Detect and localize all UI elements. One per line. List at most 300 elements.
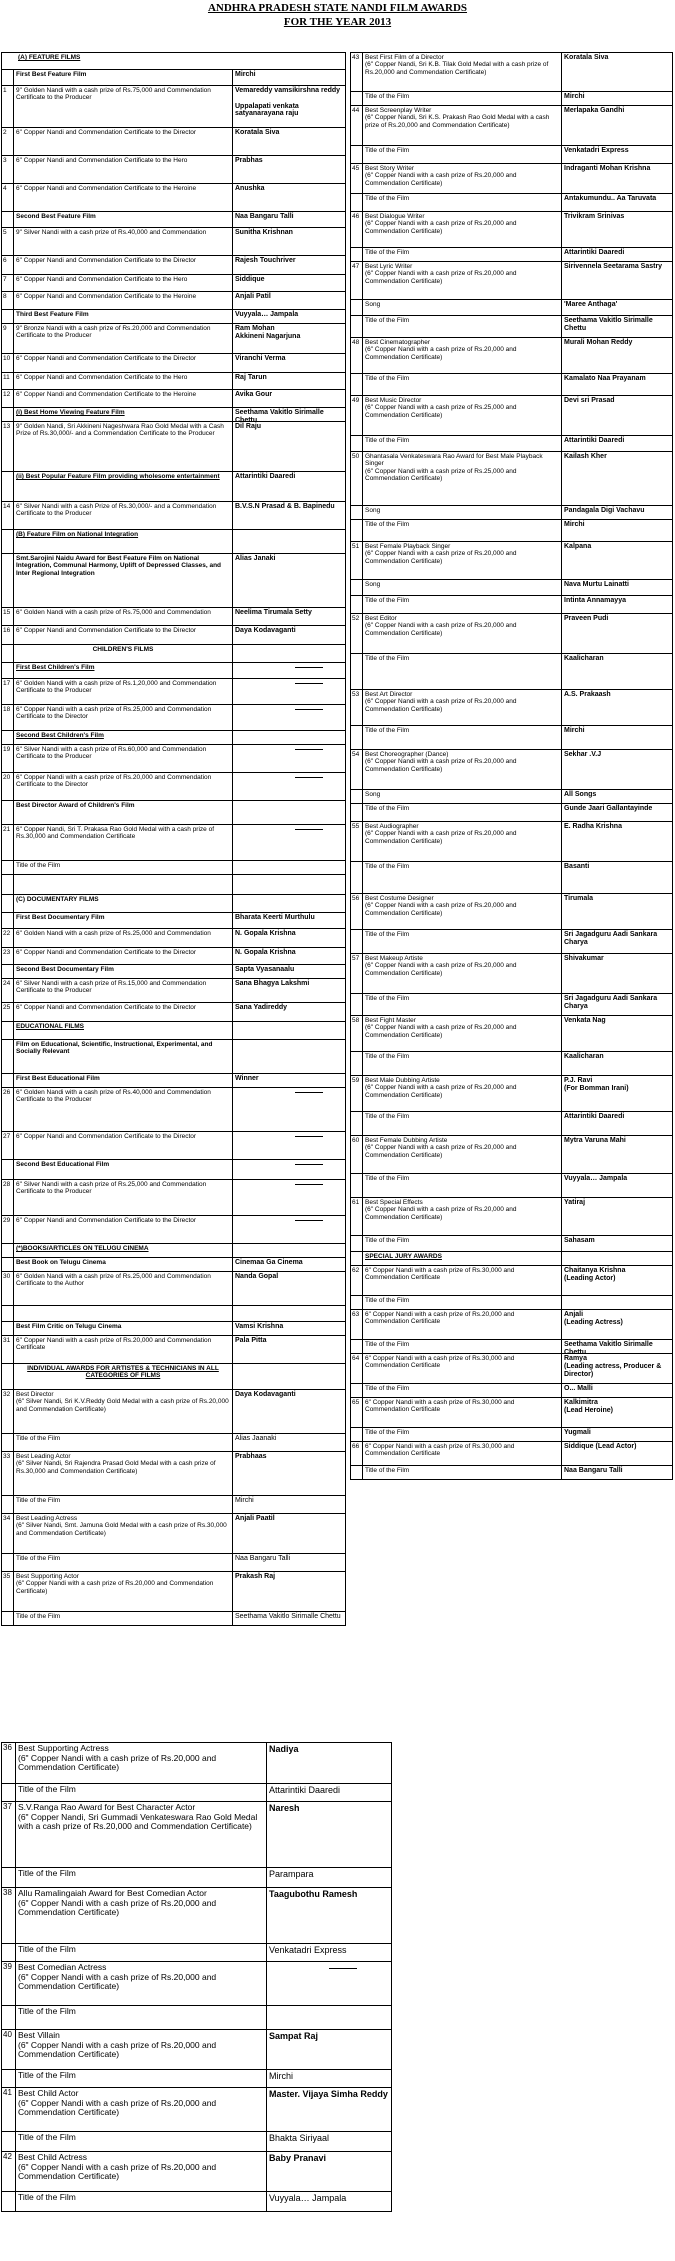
award-description: Song [363, 580, 562, 595]
blank-line [295, 683, 323, 684]
award-winner: Trivikram Srinivas [564, 213, 625, 220]
award-number: 59 [351, 1076, 363, 1111]
award-number: 35 [2, 1572, 14, 1611]
award-winner: Attarintiki Daaredi [564, 249, 625, 256]
award-winner: Mirchi [269, 2071, 293, 2081]
award-row [350, 316, 673, 338]
award-row [350, 1266, 673, 1296]
award-row [350, 1466, 673, 1480]
award-description: 6" Copper Nandi and Commendation Certificate to the Hero [14, 275, 233, 291]
award-winner: Sana Yadireddy [235, 1004, 288, 1011]
award-description: Song [363, 300, 562, 315]
award-number [351, 506, 363, 519]
award-row [1, 1272, 346, 1306]
award-row [1, 1452, 346, 1496]
award-winner: Winner [235, 1075, 259, 1082]
award-winner: E. Radha Krishna [564, 823, 622, 830]
award-description: Best Audiographer (6" Copper Nandi with a cash prize of Rs.20,000 and Commendation Certificate) [363, 822, 562, 861]
award-number: 6 [2, 256, 14, 274]
award-description: Title of the Film [363, 804, 562, 821]
award-description: 6" Copper Nandi and Commendation Certificate to the Heroine [14, 390, 233, 407]
award-winner: Ramya (Leading actress, Producer & Director) [564, 1355, 662, 1378]
award-row [1, 292, 346, 310]
award-number: 12 [2, 390, 14, 407]
award-row [350, 894, 673, 930]
award-number [351, 1174, 363, 1197]
award-description: Film on Educational, Scientific, Instructional, Experimental, and Socially Relevant [14, 1040, 233, 1073]
award-row [350, 338, 673, 374]
award-winner-blank [233, 745, 345, 772]
award-row [1, 1554, 346, 1572]
award-description: Third Best Feature Film [14, 310, 233, 323]
award-number [2, 70, 14, 85]
award-winner: Siddique [235, 276, 265, 283]
award-description: 6" Copper Nandi and Commendation Certificate to the Director [14, 626, 233, 644]
award-description: S.V.Ranga Rao Award for Best Character Actor (6" Copper Nandi, Sri Gummadi Venkateswara Rao Gold Medal with a cash prize of Rs.20,000 and Commendation Certificate) [16, 1802, 267, 1867]
award-number: 8 [2, 292, 14, 309]
award-row [350, 726, 673, 750]
blank-line [295, 777, 323, 778]
award-number [2, 1784, 16, 1801]
award-description: 6" Copper Nandi and Commendation Certificate to the Director [14, 1003, 233, 1021]
blank-line [295, 709, 323, 710]
award-description: Best Editor (6" Copper Nandi with a cash prize of Rs.20,000 and Commendation Certificate) [363, 614, 562, 653]
award-winner: Dil Raju [235, 423, 262, 430]
award-number [2, 472, 14, 501]
award-number: 14 [2, 502, 14, 529]
award-description: 6" Silver Nandi with a cash prize of Rs.60,000 and Commendation Certificate to the Producer [14, 745, 233, 772]
award-number: 29 [2, 1216, 14, 1243]
award-winner [233, 731, 345, 744]
award-row [1, 1180, 346, 1216]
award-row [350, 452, 673, 506]
award-description: Title of the Film [363, 374, 562, 395]
award-number: 64 [351, 1354, 363, 1383]
award-number: 4 [2, 184, 14, 211]
award-description: 6" Silver Nandi with a cash prize of Rs.25,000 and Commendation Certificate to the Producer [14, 1180, 233, 1215]
award-description: Title of the Film [363, 194, 562, 211]
award-winner-blank [267, 1962, 391, 2005]
left-awards-table-continued [1, 1742, 392, 2212]
award-number: 13 [2, 422, 14, 471]
award-winner: Alias Janaki [235, 555, 276, 562]
award-description: Second Best Feature Film [14, 212, 233, 227]
award-winner: Vuyyala… Jampala [235, 311, 299, 318]
award-row [1, 1784, 392, 1802]
award-number: 62 [351, 1266, 363, 1295]
award-description: (C) DOCUMENTARY FILMS [14, 895, 233, 912]
award-description: Allu Ramalingaiah Award for Best Comedian Actor (6" Copper Nandi with a cash prize of Rs.20,000 and Commendation Certificate) [16, 1888, 267, 1943]
award-row [1, 1572, 346, 1612]
award-description: 6" Copper Nandi and Commendation Certificate to the Director [14, 354, 233, 372]
award-description: 6" Copper Nandi and Commendation Certificate to the Director [14, 256, 233, 274]
award-number: 23 [2, 948, 14, 964]
award-number: 55 [351, 822, 363, 861]
award-row [1, 875, 346, 895]
award-description: Title of the Film [363, 596, 562, 613]
award-description: Best Director (6" Silver Nandi, Sri K.V.Reddy Gold Medal with a cash prize of Rs.20,000 and Commendation Certificate) [14, 1390, 233, 1433]
award-winner: Master. Vijaya Simha Reddy [269, 2089, 388, 2099]
award-description: 6" Copper Nandi and Commendation Certificate to the Director [14, 948, 233, 964]
award-description: Second Best Documentary Film [14, 965, 233, 978]
award-description: Second Best Children's Film [14, 731, 233, 744]
award-row [350, 750, 673, 790]
award-description: Best Makeup Artiste (6" Copper Nandi with a cash prize of Rs.20,000 and Commendation Certificate) [363, 954, 562, 993]
award-row [350, 1428, 673, 1442]
award-winner: All Songs [564, 791, 597, 798]
award-winner: Shivakumar [564, 955, 604, 962]
award-number: 47 [351, 262, 363, 299]
award-winner: Koratala Siva [564, 54, 609, 61]
award-winner: Vemareddy vamsikirshna reddy Uppalapati venkata satyanarayana raju [235, 87, 341, 118]
award-number [2, 2192, 16, 2211]
award-description: 6" Copper Nandi with a cash prize of Rs.20,000 and Commendation Certificate [363, 1310, 562, 1339]
award-description: Title of the Film [16, 1784, 267, 1801]
award-winner: Yugmali [564, 1429, 591, 1436]
award-description: Title of the Film [363, 654, 562, 689]
award-number: 57 [351, 954, 363, 993]
award-winner: N. Gopala Krishna [235, 949, 296, 956]
award-description: 6" Copper Nandi and Commendation Certificate to the Heroine [14, 184, 233, 211]
award-row [1, 373, 346, 390]
award-row [350, 1236, 673, 1252]
award-description: Title of the Film [16, 1868, 267, 1887]
award-number: 19 [2, 745, 14, 772]
award-number: 26 [2, 1088, 14, 1131]
award-number [351, 1112, 363, 1135]
award-row [350, 1198, 673, 1236]
award-winner: Kaalicharan [564, 655, 604, 662]
award-winner: Mirchi [564, 521, 585, 528]
award-number [2, 408, 14, 421]
award-row [1, 1742, 392, 1784]
award-row [350, 1340, 673, 1354]
award-row [1, 895, 346, 913]
award-number [351, 1296, 363, 1309]
award-description: Best Leading Actor (6" Silver Nandi, Sri Rajendra Prasad Gold Medal with a cash prize of Rs.30,000 and Commendation Certificate) [14, 1452, 233, 1495]
award-row [1, 1612, 346, 1626]
award-number [351, 930, 363, 953]
award-number [351, 248, 363, 261]
award-row [1, 1003, 346, 1022]
award-description: 6" Copper Nandi and Commendation Certificate to the Director [14, 1132, 233, 1159]
award-winner: Gunde Jaari Gallantayinde [564, 805, 653, 812]
award-winner: Parampara [269, 1869, 314, 1879]
award-number: 46 [351, 212, 363, 247]
award-row [1, 324, 346, 354]
award-number [2, 2006, 16, 2029]
award-row [350, 1384, 673, 1398]
blank-line [295, 1136, 323, 1137]
award-winner: Nadiya [269, 1744, 299, 1754]
award-number: 65 [351, 1398, 363, 1427]
award-winner-blank [233, 1088, 345, 1131]
award-number: 22 [2, 929, 14, 947]
award-description: Title of the Film [363, 92, 562, 105]
award-description: Best Book on Telugu Cinema [14, 1258, 233, 1271]
award-winner: Koratala Siva [235, 129, 280, 136]
award-number [2, 1944, 16, 1961]
award-row [1, 1244, 346, 1258]
award-number [351, 436, 363, 451]
blank-line [295, 1220, 323, 1221]
award-row [350, 822, 673, 862]
award-number [2, 645, 14, 662]
award-row [1, 310, 346, 324]
award-winner: Venkata Nag [564, 1017, 606, 1024]
award-description: INDIVIDUAL AWARDS FOR ARTISTES & TECHNICIANS IN ALL CATEGORIES OF FILMS [14, 1364, 233, 1389]
award-winner: Prakash Raj [235, 1573, 276, 1580]
award-number [2, 913, 14, 928]
award-number: 36 [2, 1743, 16, 1783]
award-description: 9" Silver Nandi with a cash prize of Rs.40,000 and Commendation [14, 228, 233, 255]
award-description: Best Lyric Writer (6" Copper Nandi with a cash prize of Rs.20,000 and Commendation Certificate) [363, 262, 562, 299]
award-description: First Best Children's Film [14, 663, 233, 678]
award-description: Title of the Film [363, 1466, 562, 1479]
award-row [350, 520, 673, 542]
award-row [350, 954, 673, 994]
award-number: 56 [351, 894, 363, 929]
award-row [350, 1354, 673, 1384]
award-row [350, 1052, 673, 1076]
award-description: Title of the Film [363, 436, 562, 451]
award-row [1, 52, 346, 70]
award-description: Title of the Film [14, 1612, 233, 1625]
award-number: 60 [351, 1136, 363, 1173]
award-row [1, 2192, 392, 2212]
award-description: Title of the Film [363, 930, 562, 953]
award-number [351, 316, 363, 337]
document-title-line-2: FOR THE YEAR 2013 [283, 16, 392, 28]
award-row [1, 530, 346, 554]
award-number: 3 [2, 156, 14, 183]
award-description: CHILDREN'S FILMS [14, 645, 233, 662]
award-row [1, 773, 346, 801]
award-description: Title of the Film [16, 2070, 267, 2087]
award-number [2, 1022, 14, 1039]
award-description: Title of the Film [16, 2192, 267, 2211]
award-winner: Attarintiki Daaredi [269, 1785, 341, 1795]
award-description: Title of the Film [363, 146, 562, 163]
award-winner [233, 801, 345, 824]
award-winner: Mirchi [235, 1497, 254, 1504]
award-winner: Nanda Gopal [235, 1273, 279, 1280]
award-description: Best Female Playback Singer (6" Copper Nandi with a cash prize of Rs.20,000 and Commendation Certificate) [363, 542, 562, 579]
award-description: 6" Copper Nandi and Commendation Certificate to the Director [14, 1216, 233, 1243]
award-row [1, 608, 346, 626]
award-description: 6" Copper Nandi with a cash prize of Rs.25,000 and Commendation Certificate to the Director [14, 705, 233, 730]
award-winner-blank [233, 825, 345, 860]
award-number: 27 [2, 1132, 14, 1159]
award-winner: Devi sri Prasad [564, 397, 615, 404]
blank-line [295, 1184, 323, 1185]
award-winner: B.V.S.N Prasad & B. Bapinedu [235, 503, 335, 510]
award-row [1, 1322, 346, 1336]
award-number: 38 [2, 1888, 16, 1943]
award-winner: Kaalicharan [564, 1053, 604, 1060]
award-winner [267, 2006, 391, 2029]
award-number [2, 965, 14, 978]
award-description: Best Female Dubbing Artiste (6" Copper Nandi with a cash prize of Rs.20,000 and Commendation Certificate) [363, 1136, 562, 1173]
award-winner: Attarintiki Daaredi [235, 473, 296, 480]
award-number: 49 [351, 396, 363, 435]
award-row [1, 128, 346, 156]
award-winner [233, 1244, 345, 1257]
award-row [1, 472, 346, 502]
award-number [351, 194, 363, 211]
award-row [350, 1112, 673, 1136]
award-winner: Sekhar .V.J [564, 751, 602, 758]
award-number [351, 146, 363, 163]
award-description: Best Director Award of Children's Film [14, 801, 233, 824]
award-row [350, 804, 673, 822]
award-description: Best Story Writer (6" Copper Nandi with a cash prize of Rs.20,000 and Commendation Certificate) [363, 164, 562, 193]
award-description: 6" Golden Nandi with a cash prize of Rs.25,000 and Commendation Certificate to the Author [14, 1272, 233, 1305]
award-description: 6" Copper Nandi and Commendation Certificate to the Heroine [14, 292, 233, 309]
award-row [350, 596, 673, 614]
award-row [1, 861, 346, 875]
blank-line [329, 1968, 357, 1969]
award-winner: O... Malli [564, 1385, 593, 1392]
award-number [2, 1612, 14, 1625]
award-number: 10 [2, 354, 14, 372]
award-winner: Seethama Vakitlo Sirimalle Chettu [235, 1613, 341, 1620]
award-description: Title of the Film [363, 316, 562, 337]
award-row [1, 184, 346, 212]
award-description: 6" Copper Nandi, Sri T. Prakasa Rao Gold Medal with a cash prize of Rs.30,000 and Commendation Certificate [14, 825, 233, 860]
award-description: Title of the Film [16, 2132, 267, 2151]
award-description: 6" Copper Nandi with a cash prize of Rs.30,000 and Commendation Certificate [363, 1266, 562, 1295]
award-description: Title of the Film [363, 862, 562, 893]
award-row [1, 2088, 392, 2132]
award-row [1, 422, 346, 472]
award-description: Best Child Actor (6" Copper Nandi with a cash prize of Rs.20,000 and Commendation Certificate) [16, 2088, 267, 2131]
award-description: Title of the Film [363, 1296, 562, 1309]
award-row [350, 262, 673, 300]
award-description: Title of the Film [363, 248, 562, 261]
award-winner: Tirumala [564, 895, 594, 902]
award-description: Title of the Film [363, 1052, 562, 1075]
award-row [1, 645, 346, 663]
award-winner: Anushka [235, 185, 265, 192]
award-description: Title of the Film [363, 520, 562, 541]
award-number [2, 1040, 14, 1073]
award-row [350, 506, 673, 520]
award-number: 39 [2, 1962, 16, 2005]
award-number [351, 580, 363, 595]
award-description: Title of the Film [14, 1434, 233, 1451]
award-row [1, 1944, 392, 1962]
award-description: 9" Golden Nandi with a cash prize of Rs.75,000 and Commendation Certificate to the Producer [14, 86, 233, 127]
award-number [2, 861, 14, 874]
award-winner: Sapta Vyasanaalu [235, 966, 295, 973]
award-winner [233, 645, 345, 662]
award-row [1, 1514, 346, 1554]
award-winner: Vamsi Krishna [235, 1323, 284, 1330]
award-number [2, 1258, 14, 1271]
award-winner [233, 1022, 345, 1039]
award-number: 33 [2, 1452, 14, 1495]
award-row [350, 790, 673, 804]
award-description: (i) Best Home Viewing Feature Film [14, 408, 233, 421]
award-number: 42 [2, 2152, 16, 2191]
award-description: Song [363, 790, 562, 803]
award-number [2, 2070, 16, 2087]
award-number: 7 [2, 275, 14, 291]
award-row [350, 106, 673, 146]
award-row [350, 1252, 673, 1266]
award-winner: Basanti [564, 863, 590, 870]
award-description: Title of the Film [363, 1340, 562, 1353]
award-row [350, 1296, 673, 1310]
award-row [350, 248, 673, 262]
award-row [1, 212, 346, 228]
award-winner: Seethama Vakitlo Sirimalle Chettu [235, 409, 324, 421]
award-winner-blank [233, 663, 345, 678]
award-winner: Neelima Tirumala Setty [235, 609, 312, 616]
award-description: Best Supporting Actress (6" Copper Nandi with a cash prize of Rs.20,000 and Commendation Certificate) [16, 1743, 267, 1783]
award-number [351, 1466, 363, 1479]
award-description: Best Villain (6" Copper Nandi with a cash prize of Rs.20,000 and Commendation Certificate) [16, 2030, 267, 2069]
award-number [351, 804, 363, 821]
award-row [1, 913, 346, 929]
award-description: Best Supporting Actor (6" Copper Nandi with a cash prize of Rs.20,000 and Commendation Certificate) [14, 1572, 233, 1611]
award-winner: Nava Murtu Lainatti [564, 581, 629, 588]
award-number: 32 [2, 1390, 14, 1433]
award-row [1, 663, 346, 679]
award-winner: Kalkimitra (Lead Heroine) [564, 1399, 614, 1414]
award-row [1, 70, 346, 86]
award-description: Best Dialogue Writer (6" Copper Nandi with a cash prize of Rs.20,000 and Commendation Certificate) [363, 212, 562, 247]
award-winner [562, 1252, 672, 1265]
award-row [1, 228, 346, 256]
award-number: 17 [2, 679, 14, 704]
blank-line [295, 1092, 323, 1093]
award-winner: Indraganti Mohan Krishna [564, 165, 651, 172]
award-description: Title of the Film [14, 861, 233, 874]
award-row [350, 994, 673, 1016]
award-description: Best Music Director (6" Copper Nandi with a cash prize of Rs.25,000 and Commendation Certificate) [363, 396, 562, 435]
award-row [1, 801, 346, 825]
award-row [1, 1336, 346, 1364]
award-description: Best Costume Designer (6" Copper Nandi with a cash prize of Rs.20,000 and Commendation Certificate) [363, 894, 562, 929]
award-number: 48 [351, 338, 363, 373]
blank-line [295, 667, 323, 668]
award-winner: Taagubothu Ramesh [269, 1889, 358, 1899]
award-description: 6" Silver Nandi with a cash prize of Rs.15,000 and Commendation Certificate to the Producer [14, 979, 233, 1002]
award-description: Song [363, 506, 562, 519]
award-description: 6" Golden Nandi with a cash prize of Rs.40,000 and Commendation Certificate to the Producer [14, 1088, 233, 1131]
award-description: (ii) Best Popular Feature Film providing wholesome entertainment [14, 472, 233, 501]
award-row [1, 705, 346, 731]
award-row [1, 2030, 392, 2070]
award-winner: Kailash Kher [564, 453, 607, 460]
award-number [2, 2132, 16, 2151]
award-row [1, 626, 346, 645]
award-description: SPECIAL JURY AWARDS [363, 1252, 562, 1265]
award-row [1, 502, 346, 530]
award-row [1, 1160, 346, 1180]
award-row [350, 614, 673, 654]
award-winner: Sirivennela Seetarama Sastry [564, 263, 663, 270]
award-winner: Sunitha Krishnan [235, 229, 293, 236]
award-number: 2 [2, 128, 14, 155]
award-number [2, 310, 14, 323]
award-row [350, 52, 673, 92]
award-description: 6" Copper Nandi and Commendation Certificate to the Hero [14, 156, 233, 183]
award-number: 44 [351, 106, 363, 145]
award-row [350, 1442, 673, 1466]
